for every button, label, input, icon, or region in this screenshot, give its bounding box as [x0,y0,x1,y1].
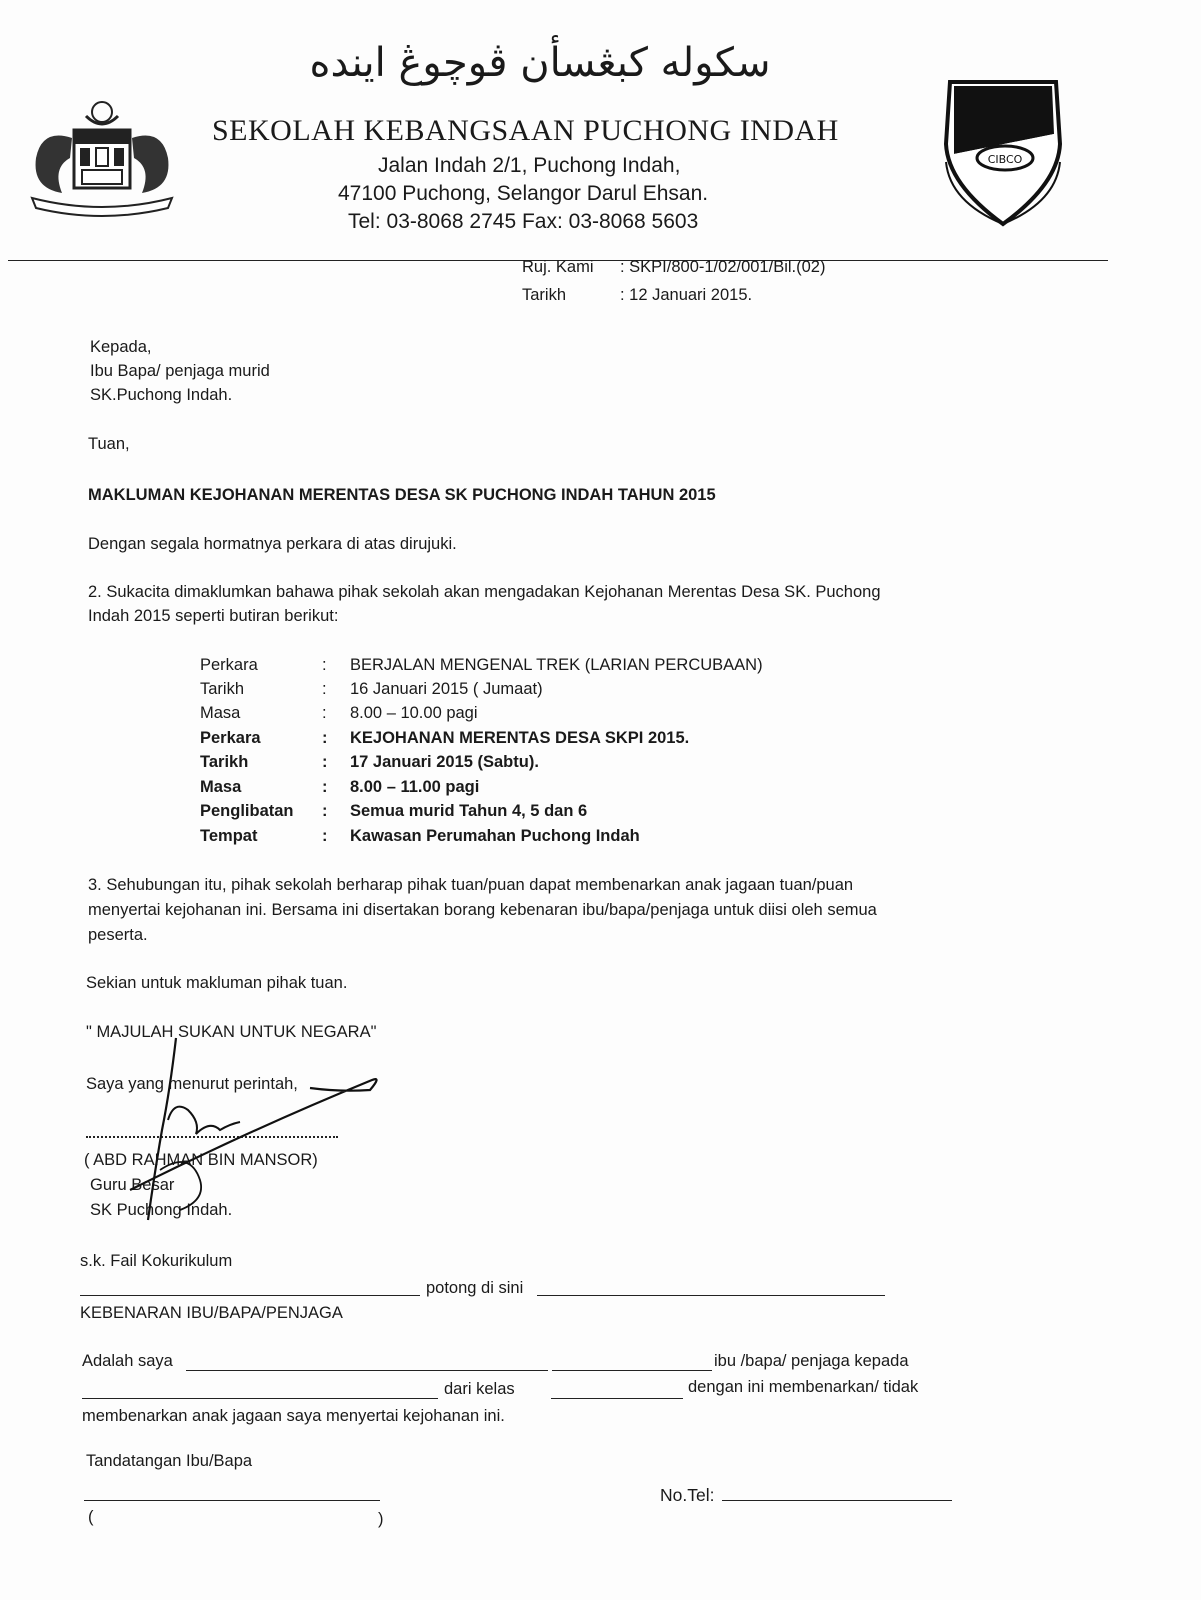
cc-line: s.k. Fail Kokurikulum [80,1252,233,1270]
paragraph-3-line-3: peserta. [88,926,148,944]
signatory-title: Guru Besar [90,1176,175,1194]
cut-here-label: potong di sini [426,1279,524,1297]
svg-text:CIBCO: CIBCO [987,153,1023,166]
detail-colon: : [322,729,328,747]
ruj-value: : SKPI/800-1/02/001/Bil.(02) [620,258,826,276]
detail-value: 17 Januari 2015 (Sabtu). [350,753,539,771]
detail-row [200,656,850,680]
detail-colon: : [322,680,327,698]
signature-label: Tandatangan Ibu/Bapa [86,1452,253,1470]
detail-key: Tarikh [200,753,249,771]
school-badge-icon [928,74,1078,232]
cut-line-right [537,1295,885,1296]
adalah-saya-label: Adalah saya [82,1352,173,1370]
ruj-label: Ruj. Kami [522,258,594,276]
detail-colon: : [322,778,328,796]
detail-row [200,704,850,728]
detail-row [200,778,850,802]
subject-heading: MAKLUMAN KEJOHANAN MERENTAS DESA SK PUCHONG INDAH TAHUN 2015 [88,486,716,504]
detail-key: Tempat [200,827,258,845]
salutation: Tuan, [88,435,130,453]
recipient-line-1: Kepada, [90,338,152,356]
tarikh-label: Tarikh [522,286,567,304]
no-tel-label: No.Tel: [660,1485,715,1505]
relation-field[interactable] [552,1370,712,1371]
detail-row [200,729,850,753]
tarikh-value: : 12 Januari 2015. [620,286,753,304]
detail-key: Penglibatan [200,802,294,820]
motto: " MAJULAH SUKAN UNTUK NEGARA" [86,1023,377,1041]
paren-close: ) [378,1510,384,1528]
paragraph-2-line-1: 2. Sukacita dimaklumkan bahawa pihak sekolah akan mengadakan Kejohanan Merentas Desa SK. Puchong [88,583,881,601]
detail-value: 16 Januari 2015 ( Jumaat) [350,680,543,698]
membenarkan-label: dengan ini membenarkan/ tidak [688,1378,919,1396]
detail-row [200,753,850,777]
detail-value: Semua murid Tahun 4, 5 dan 6 [350,802,588,820]
coat-of-arms-icon [22,98,182,223]
closing-line: Sekian untuk makluman pihak tuan. [86,974,348,992]
detail-key: Perkara [200,729,261,747]
detail-colon: : [322,656,327,674]
detail-row [200,680,850,704]
form-title: KEBENARAN IBU/BAPA/PENJAGA [80,1304,343,1322]
detail-value: KEJOHANAN MERENTAS DESA SKPI 2015. [350,729,690,747]
address-line-2: 47100 Puchong, Selangor Darul Ehsan. [338,182,709,205]
detail-colon: : [322,827,328,845]
detail-colon: : [322,704,327,722]
dari-kelas-label: dari kelas [444,1380,515,1398]
detail-colon: : [322,802,328,820]
recipient-line-3: SK.Puchong Indah. [90,386,233,404]
handwritten-signature [100,1030,390,1230]
school-name-jawi: سکوله کبڠسأن ڤوچوڠ ايندە [309,40,771,86]
detail-key: Perkara [200,656,258,674]
detail-colon: : [322,753,328,771]
detail-value: 8.00 – 11.00 pagi [350,778,480,796]
yours-faithfully: Saya yang menurut perintah, [86,1075,298,1093]
parent-signature-field[interactable] [84,1500,380,1501]
contact-line: Tel: 03-8068 2745 Fax: 03-8068 5603 [348,210,699,233]
paren-open: ( [88,1508,94,1526]
detail-key: Masa [200,778,242,796]
ibu-bapa-label: ibu /bapa/ penjaga kepada [714,1352,909,1370]
detail-value: 8.00 – 10.00 pagi [350,704,478,722]
paragraph-3-line-2: menyertai kejohanan ini. Bersama ini disertakan borang kebenaran ibu/bapa/penjaga untuk diisi oleh semua [88,901,877,919]
class-field[interactable] [551,1398,683,1399]
form-line-3: membenarkan anak jagaan saya menyertai kejohanan ini. [82,1407,505,1425]
paragraph-3-line-1: 3. Sehubungan itu, pihak sekolah berharap pihak tuan/puan dapat membenarkan anak jagaan tuan/puan [88,876,854,894]
detail-key: Masa [200,704,241,722]
phone-field[interactable] [722,1500,952,1501]
school-name: SEKOLAH KEBANGSAAN PUCHONG INDAH [212,114,839,147]
detail-key: Tarikh [200,680,245,698]
detail-value: BERJALAN MENGENAL TREK (LARIAN PERCUBAAN) [350,656,763,674]
signatory-name: ( ABD RAHMAN BIN MANSOR) [84,1151,318,1169]
cut-line-left [80,1295,420,1296]
signatory-school: SK Puchong Indah. [90,1201,233,1219]
detail-value: Kawasan Perumahan Puchong Indah [350,827,640,845]
recipient-line-2: Ibu Bapa/ penjaga murid [90,362,270,380]
parent-name-field[interactable] [186,1370,548,1371]
paragraph-1: Dengan segala hormatnya perkara di atas dirujuki. [88,535,457,553]
student-name-field[interactable] [82,1398,438,1399]
detail-row [200,827,850,851]
address-line-1: Jalan Indah 2/1, Puchong Indah, [378,154,681,177]
detail-row [200,802,850,826]
paragraph-2-line-2: Indah 2015 seperti butiran berikut: [88,607,339,625]
